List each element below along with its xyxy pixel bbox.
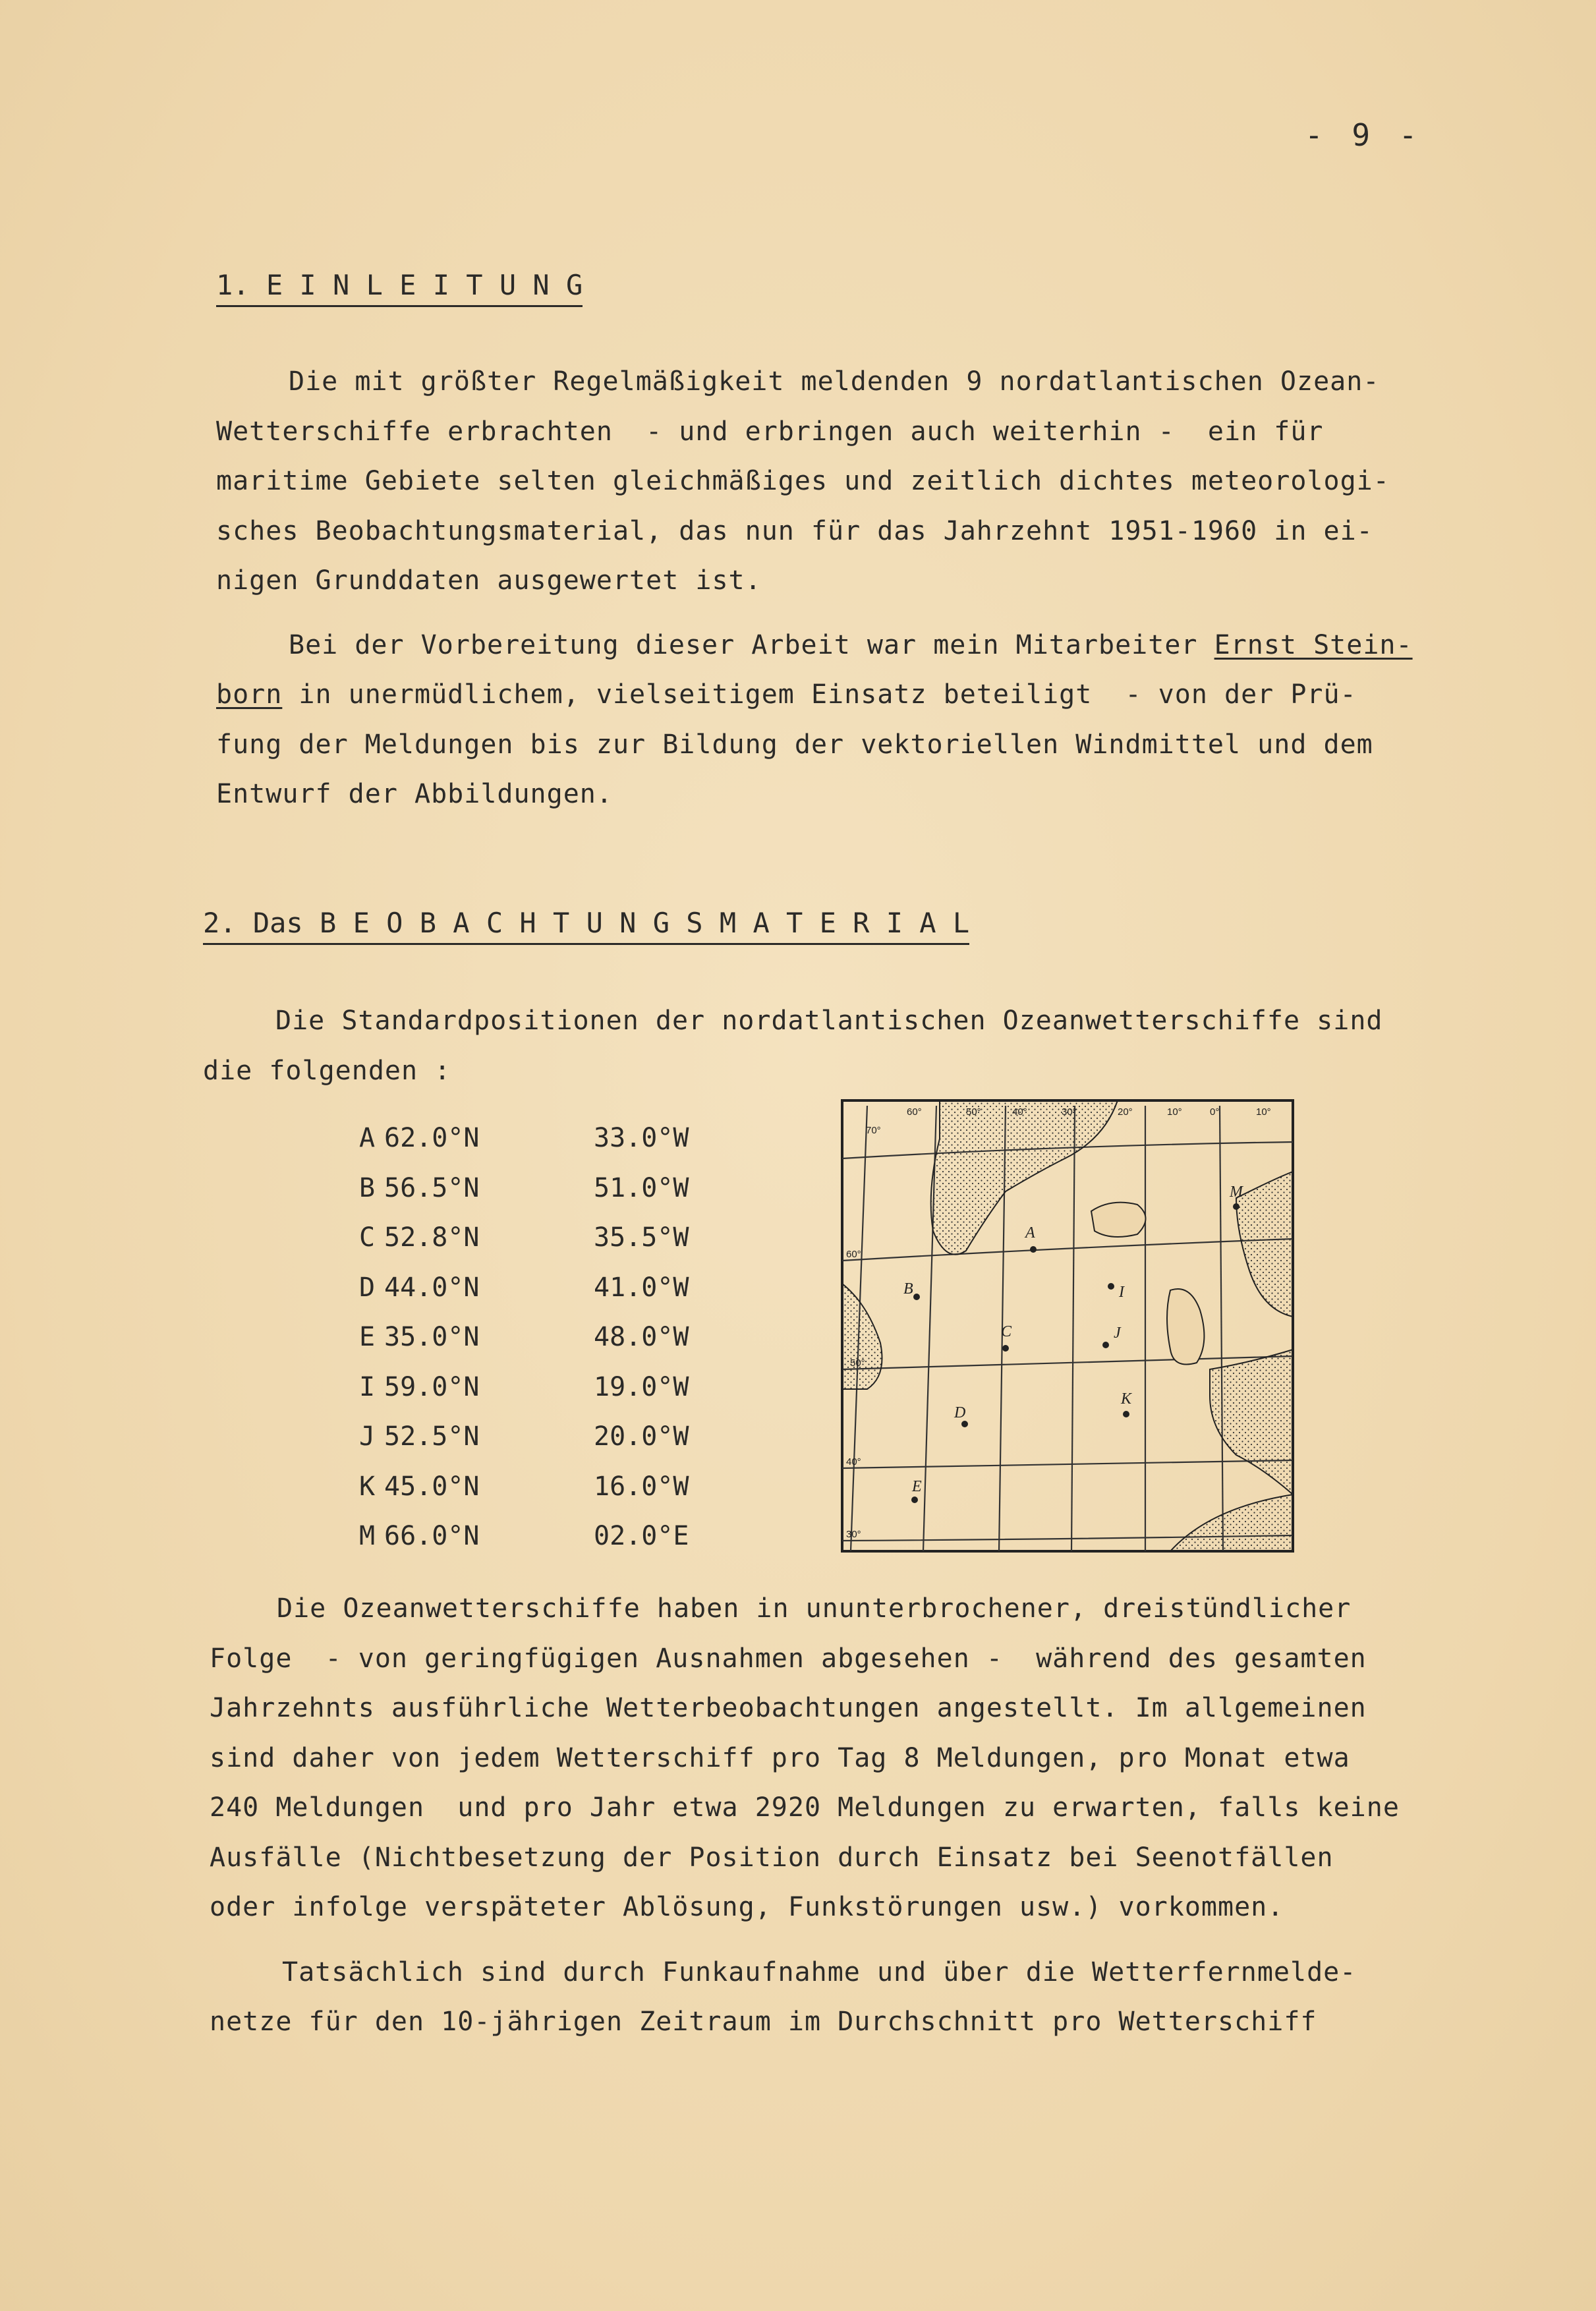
latitude: 66.0°N — [384, 1521, 480, 1551]
person-name: born — [216, 679, 283, 710]
lat-label: 60° — [846, 1249, 861, 1260]
longitude: 33.0°W — [594, 1123, 689, 1153]
lon-label: 10° — [1256, 1106, 1271, 1118]
ship-label: A — [1025, 1224, 1035, 1241]
lat-label: 50° — [850, 1357, 865, 1369]
longitude: 41.0°W — [594, 1272, 689, 1303]
greenland-shape — [931, 1100, 1118, 1255]
longitude: 48.0°W — [594, 1322, 689, 1352]
latitude: 59.0°N — [384, 1372, 480, 1402]
ship-label: D — [954, 1404, 966, 1421]
lat-label: 40° — [846, 1456, 861, 1468]
longitude: 02.0°E — [594, 1521, 689, 1551]
ship-point-b — [913, 1294, 920, 1300]
text-span: Bei der Vorbereitung dieser Arbeit war mein Mitarbeiter — [289, 630, 1214, 660]
longitude: 20.0°W — [594, 1421, 689, 1452]
paragraph-line: 240 Meldungen und pro Jahr etwa 2920 Meldungen zu erwarten, falls keine — [210, 1792, 1400, 1823]
longitude: 19.0°W — [594, 1372, 689, 1402]
paragraph-line — [216, 679, 1357, 710]
ship-point-a — [1030, 1246, 1037, 1253]
paragraph-line — [289, 630, 1413, 660]
british-isles-shape — [1167, 1289, 1204, 1365]
person-name: Ernst Stein- — [1214, 630, 1413, 660]
paragraph-line: die folgenden : — [203, 1056, 451, 1086]
lon-label: 30° — [1062, 1106, 1077, 1118]
ship-label: C — [1001, 1323, 1012, 1340]
paragraph-line: netze für den 10-jährigen Zeitraum im Durchschnitt pro Wetterschiff — [210, 2007, 1317, 2037]
paragraph-line: sind daher von jedem Wetterschiff pro Tag 8 Meldungen, pro Monat etwa — [210, 1743, 1350, 1773]
ship-label: B — [903, 1280, 913, 1298]
paragraph-line: Jahrzehnts ausführliche Wetterbeobachtungen angestellt. Im allgemeinen — [210, 1693, 1367, 1723]
paragraph-line: oder infolge verspäteter Ablösung, Funkstörungen usw.) vorkommen. — [210, 1892, 1284, 1922]
north-america-shape — [842, 1284, 882, 1389]
paragraph-line: Die Standardpositionen der nordatlantischen Ozeanwetterschiffe sind — [275, 1006, 1383, 1036]
ship-id: D — [359, 1272, 376, 1303]
lat-label: 30° — [846, 1529, 861, 1540]
lon-label: 60° — [907, 1106, 922, 1118]
paragraph-line: Die Ozeanwetterschiffe haben in ununterbrochener, dreistündlicher — [277, 1593, 1352, 1624]
ship-point-j — [1102, 1342, 1109, 1348]
ship-id: C — [359, 1222, 376, 1253]
ship-point-e — [911, 1497, 918, 1503]
latitude: 62.0°N — [384, 1123, 480, 1153]
ship-id: A — [359, 1123, 376, 1153]
lon-label: 50° — [966, 1106, 981, 1118]
ship-point-k — [1123, 1411, 1129, 1417]
lon-label: 20° — [1118, 1106, 1133, 1118]
ship-label: J — [1114, 1325, 1121, 1342]
paragraph-line: Die mit größter Regelmäßigkeit meldenden 9 nordatlantischen Ozean- — [289, 366, 1380, 397]
paragraph-line: Entwurf der Abbildungen. — [216, 779, 613, 809]
section-heading-beobachtungsmaterial: 2. Das B E O B A C H T U N G S M A T E R I A L — [203, 907, 969, 945]
paragraph-line: Ausfälle (Nichtbesetzung der Position durch Einsatz bei Seenotfällen — [210, 1842, 1334, 1873]
ship-point-m — [1233, 1203, 1240, 1210]
paragraph-line: Folge - von geringfügigen Ausnahmen abgesehen - während des gesamten — [210, 1643, 1367, 1674]
land-masses — [842, 1100, 1293, 1551]
ship-id: M — [359, 1521, 376, 1551]
ship-id: B — [359, 1173, 376, 1203]
lon-label: 10° — [1167, 1106, 1182, 1118]
ship-id: K — [359, 1471, 376, 1502]
paragraph-line: maritime Gebiete selten gleichmäßiges und zeitlich dichtes meteorologi- — [216, 466, 1390, 496]
ship-id: J — [359, 1421, 376, 1452]
paragraph-line: nigen Grunddaten ausgewertet ist. — [216, 565, 762, 596]
ship-label: M — [1230, 1184, 1243, 1201]
lat-label: 70° — [866, 1125, 881, 1136]
page-number: - 9 - — [1305, 117, 1423, 153]
latitude: 52.5°N — [384, 1421, 480, 1452]
map-graticule — [842, 1106, 1293, 1551]
ship-label: I — [1119, 1284, 1124, 1301]
north-atlantic-map — [841, 1099, 1294, 1553]
latitude: 45.0°N — [384, 1471, 480, 1502]
ship-point-d — [961, 1421, 968, 1427]
lon-label: 40° — [1012, 1106, 1027, 1118]
paragraph-line: fung der Meldungen bis zur Bildung der vektoriellen Windmittel und dem — [216, 729, 1373, 760]
ship-id: E — [359, 1322, 376, 1352]
latitude: 56.5°N — [384, 1173, 480, 1203]
latitude: 35.0°N — [384, 1322, 480, 1352]
longitude: 51.0°W — [594, 1173, 689, 1203]
africa-shape — [1170, 1495, 1293, 1551]
iceland-shape — [1091, 1203, 1146, 1237]
ship-id: I — [359, 1372, 376, 1402]
paragraph-line: Tatsächlich sind durch Funkaufnahme und über die Wetterfernmelde- — [282, 1957, 1357, 1987]
position-table — [359, 1123, 728, 1571]
section-heading-einleitung: 1. E I N L E I T U N G — [216, 269, 583, 307]
longitude: 35.5°W — [594, 1222, 689, 1253]
latitude: 44.0°N — [384, 1272, 480, 1303]
scandinavia-shape — [1236, 1172, 1293, 1317]
latitude: 52.8°N — [384, 1222, 480, 1253]
paragraph-line: Wetterschiffe erbrachten - und erbringen auch weiterhin - ein für — [216, 416, 1324, 447]
text-span: in unermüdlichem, vielseitigem Einsatz beteiligt - von der Prü- — [282, 679, 1357, 710]
longitude: 16.0°W — [594, 1471, 689, 1502]
lon-label: 0° — [1210, 1106, 1220, 1118]
ship-label: E — [912, 1478, 922, 1495]
ship-point-i — [1108, 1283, 1114, 1290]
paragraph-line: sches Beobachtungsmaterial, das nun für das Jahrzehnt 1951-1960 in ei- — [216, 516, 1373, 546]
ship-point-c — [1002, 1345, 1009, 1352]
ship-label: K — [1121, 1390, 1132, 1408]
map-frame — [842, 1100, 1293, 1551]
